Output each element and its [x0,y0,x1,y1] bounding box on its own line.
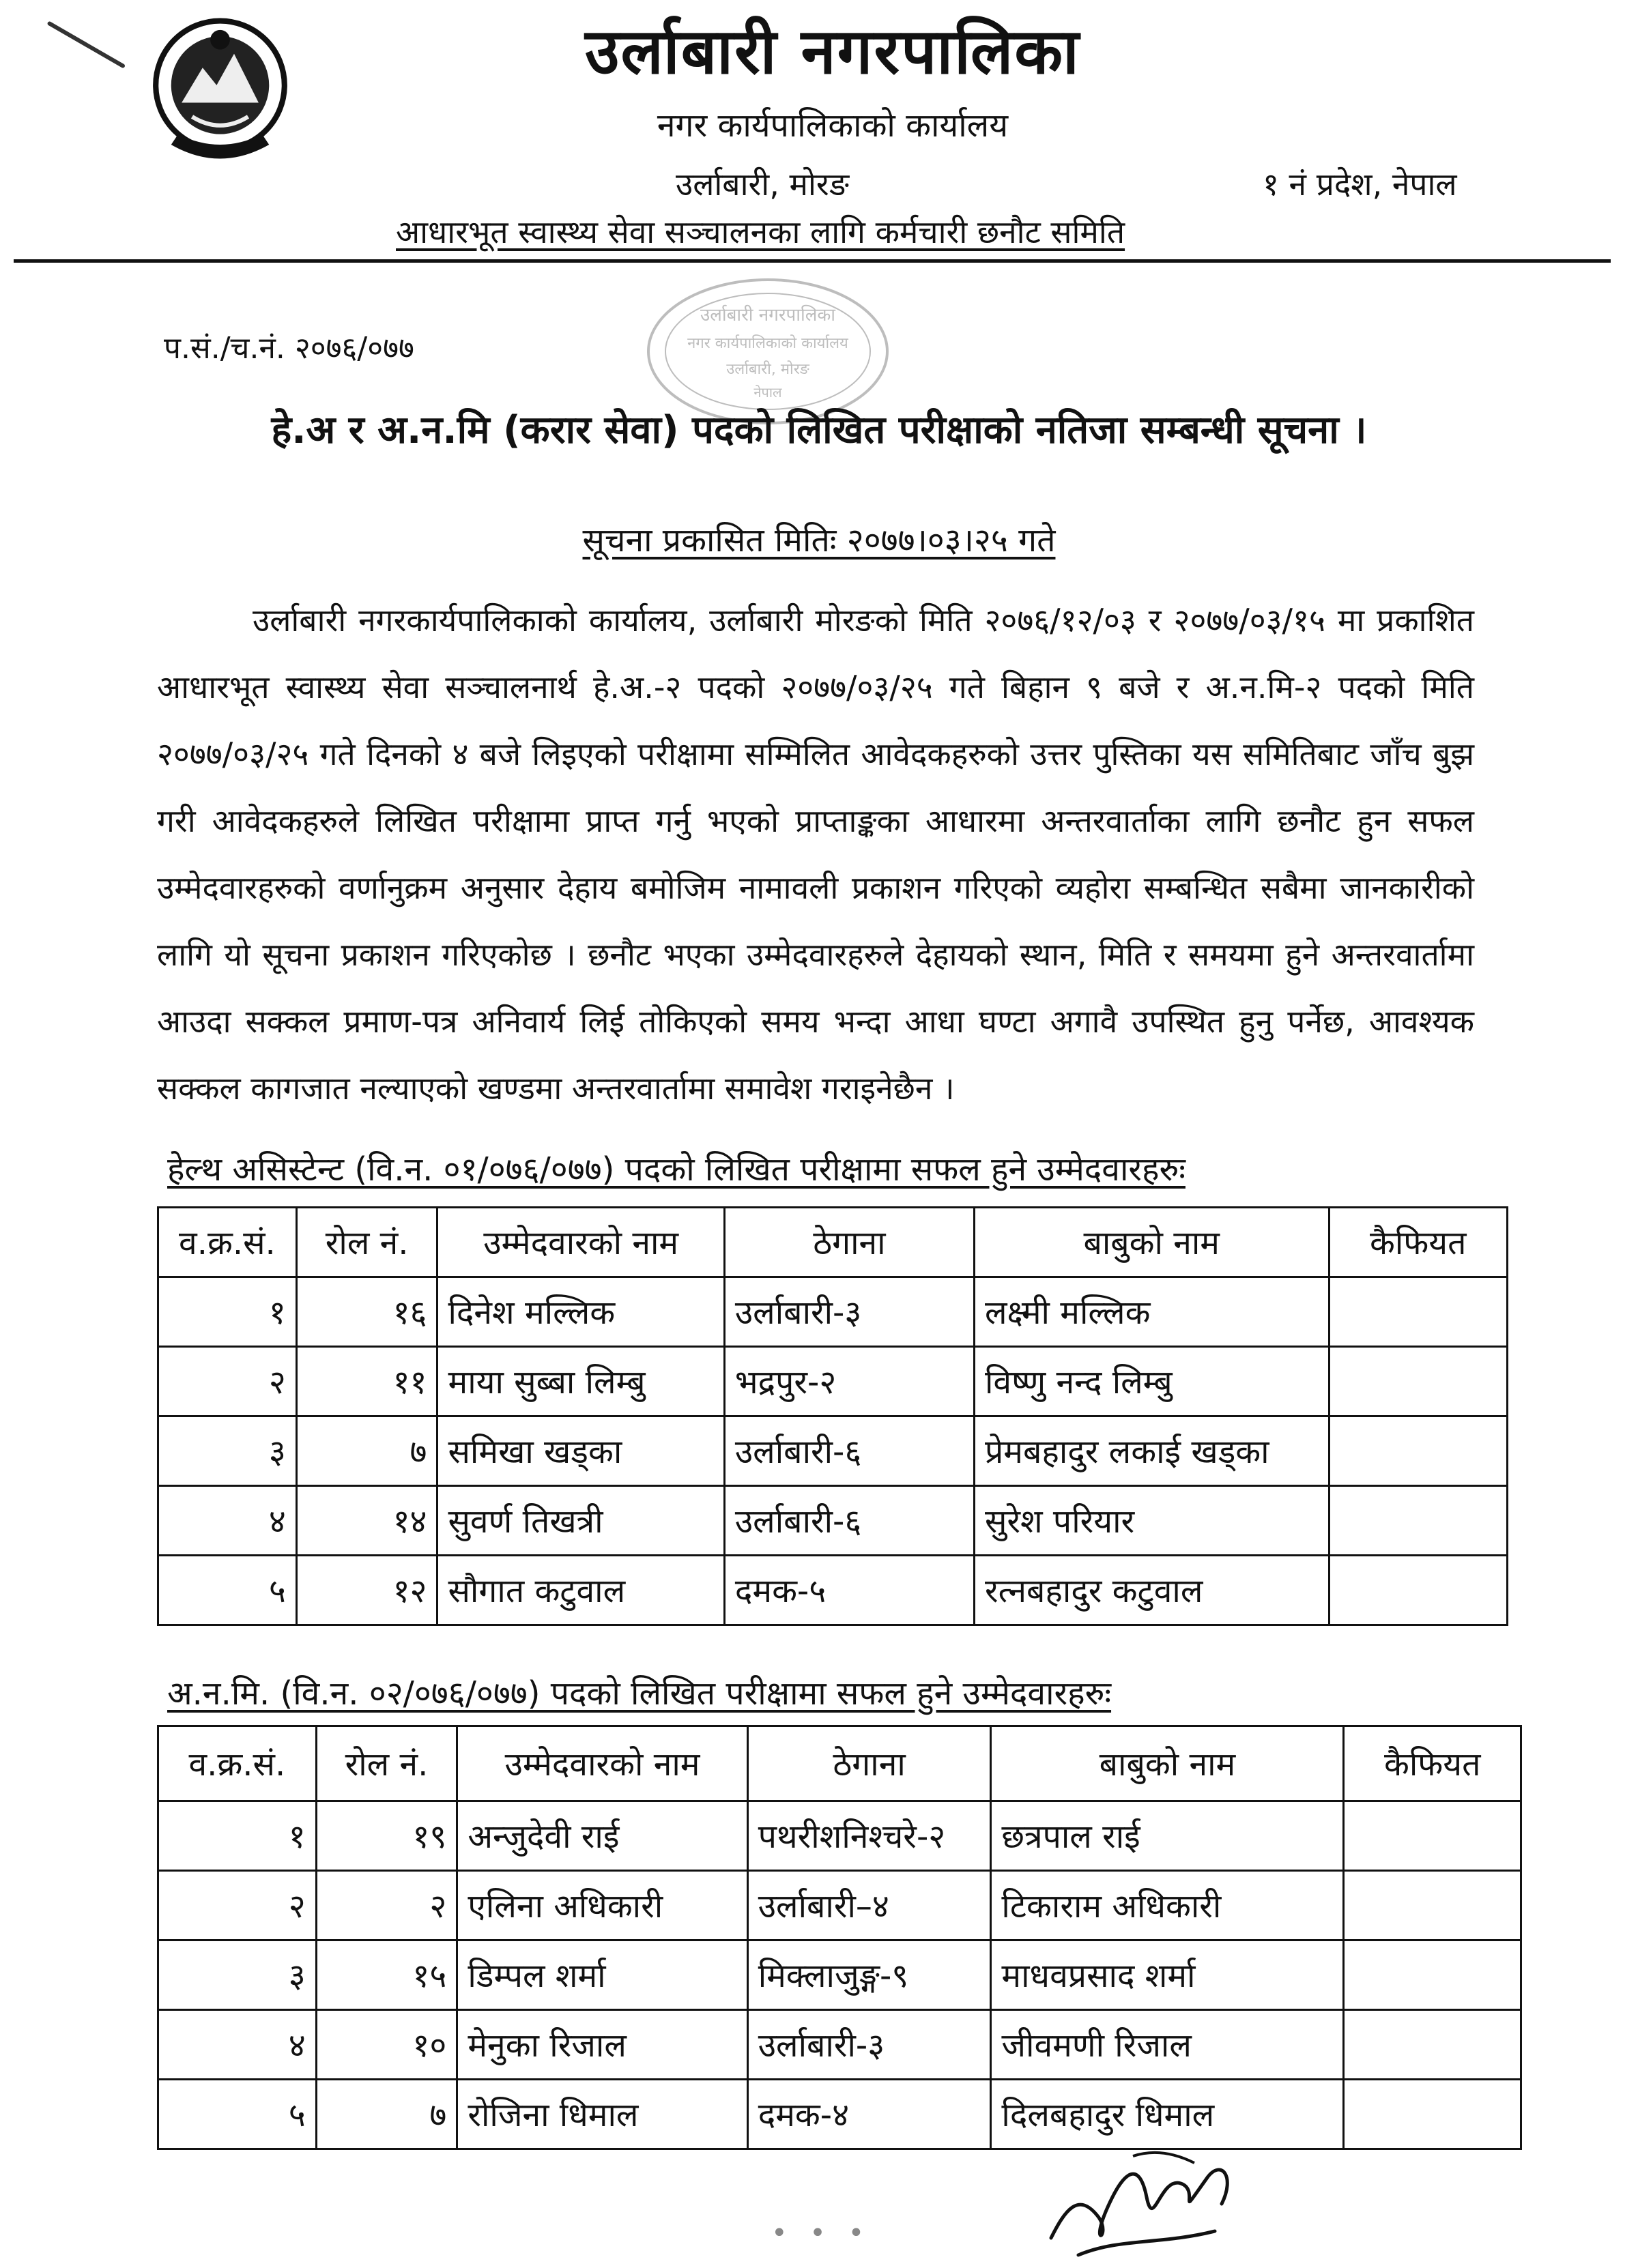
table-cell [1344,2010,1521,2080]
table-cell: दमक-५ [724,1556,974,1625]
table-row [158,1556,1508,1625]
column-header: उम्मेदवारको नाम [457,1726,747,1801]
table-cell: अन्जुदेवी राई [457,1801,747,1871]
table-cell: माया सुब्बा लिम्बु [437,1347,724,1416]
table-cell: दिनेश मल्लिक [437,1277,724,1347]
table-cell: ३ [158,1940,317,2010]
stamp-line-4: नेपाल [753,384,782,401]
table-cell: १० [316,2010,457,2080]
column-header: ठेगाना [747,1726,991,1801]
table-row [158,1486,1508,1556]
scan-pen-mark [47,20,126,68]
table-cell: २ [158,1871,317,1940]
table-cell: ५ [158,1556,297,1625]
table-row [158,1871,1521,1940]
table-cell: मिक्लाजुङ्ग-९ [747,1940,991,2010]
table-cell [1344,2080,1521,2149]
table-cell: उर्लाबारी-३ [724,1277,974,1347]
table-cell: दिलबहादुर धिमाल [991,2080,1344,2149]
column-header: कैफियत [1329,1208,1507,1277]
table-cell: भद्रपुर-२ [724,1347,974,1416]
table-cell: छत्रपाल राई [991,1801,1344,1871]
publication-date: सूचना प्रकासित मितिः २०७७।०३।२५ गते [582,521,1056,559]
table-cell [1329,1277,1507,1347]
reference-number: प.सं./च.नं. २०७६/०७७ [164,331,414,366]
table-cell: २ [158,1347,297,1416]
table-cell: ३ [158,1416,297,1486]
table-cell: ७ [316,2080,457,2149]
table-row [158,2010,1521,2080]
column-header: बाबुको नाम [991,1726,1344,1801]
table-cell: ७ [296,1416,437,1486]
column-header: बाबुको नाम [974,1208,1329,1277]
table-cell: लक्ष्मी मल्लिक [974,1277,1329,1347]
table-cell: १६ [296,1277,437,1347]
table-cell: उर्लाबारी-३ [747,2010,991,2080]
column-header: ठेगाना [724,1208,974,1277]
office-name: नगर कार्यपालिकाको कार्यालय [657,106,1009,145]
table-cell: १४ [296,1486,437,1556]
office-location: उर्लाबारी, मोरङ [676,166,850,203]
table-cell: १ [158,1801,317,1871]
table-cell [1329,1486,1507,1556]
column-header: व.क्र.सं. [158,1726,317,1801]
committee-name: आधारभूत स्वास्थ्य सेवा सञ्चालनका लागि कर्मचारी छनौट समिति [396,214,1125,250]
stamp-line-3: उर्लाबारी, मोरङ [726,361,809,378]
table-cell: जीवमणी रिजाल [991,2010,1344,2080]
table-cell: टिकाराम अधिकारी [991,1871,1344,1940]
table-row [158,1347,1508,1416]
table-cell: १५ [316,1940,457,2010]
signature [1037,2136,1249,2265]
table-cell: सौगात कटुवाल [437,1556,724,1625]
table-cell: उर्लाबारी–४ [747,1871,991,1940]
table-cell [1344,1801,1521,1871]
table-cell: दमक-४ [747,2080,991,2149]
table-cell: ११ [296,1347,437,1416]
table-row [158,1416,1508,1486]
column-header: रोल नं. [316,1726,457,1801]
table-cell [1344,1871,1521,1940]
column-header: रोल नं. [296,1208,437,1277]
municipality-title: उर्लाबारी नगरपालिका [585,14,1080,88]
table-cell: एलिना अधिकारी [457,1871,747,1940]
table-row [158,1277,1508,1347]
column-header: उम्मेदवारको नाम [437,1208,724,1277]
notice-title: हे.अ र अ.न.मि (करार सेवा) पदको लिखित परीक्षाको नतिजा सम्बन्धी सूचना । [271,408,1367,452]
table-cell: १२ [296,1556,437,1625]
header-divider [14,259,1611,263]
page-dots: • • • [771,2218,872,2249]
section-heading-anm: अ.न.मि. (वि.न. ०२/०७६/०७७) पदको लिखित परीक्षामा सफल हुने उम्मेदवारहरुः [167,1674,1112,1713]
table-header-row [158,1726,1521,1801]
health-assistant-table [157,1206,1508,1626]
table-cell: डिम्पल शर्मा [457,1940,747,2010]
column-header: कैफियत [1344,1726,1521,1801]
table-cell [1329,1416,1507,1486]
table-cell: उर्लाबारी-६ [724,1486,974,1556]
table-cell: प्रेमबहादुर लकाई खड्का [974,1416,1329,1486]
anm-table [157,1725,1522,2150]
stamp-line-1: उर्लाबारी नगरपालिका [700,305,836,325]
stamp-line-2: नगर कार्यपालिकाको कार्यालय [687,335,848,352]
table-cell [1344,1940,1521,2010]
table-cell [1329,1347,1507,1416]
table-cell: विष्णु नन्द लिम्बु [974,1347,1329,1416]
table-cell: मेनुका रिजाल [457,2010,747,2080]
health-assistant-table-body [158,1208,1508,1625]
table-cell: ४ [158,1486,297,1556]
table-cell: पथरीशनिश्चरे-२ [747,1801,991,1871]
nepal-emblem-icon [150,10,290,167]
table-cell: ४ [158,2010,317,2080]
table-cell: रोजिना धिमाल [457,2080,747,2149]
table-cell [1329,1556,1507,1625]
table-header-row [158,1208,1508,1277]
table-cell: सुवर्ण तिखत्री [437,1486,724,1556]
table-row [158,2080,1521,2149]
table-cell: समिखा खड्का [437,1416,724,1486]
table-cell: उर्लाबारी-६ [724,1416,974,1486]
province-label: १ नं प्रदेश, नेपाल [1263,166,1457,203]
table-row [158,1801,1521,1871]
table-cell: ५ [158,2080,317,2149]
table-row [158,1940,1521,2010]
table-cell: माधवप्रसाद शर्मा [991,1940,1344,2010]
table-cell: १९ [316,1801,457,1871]
anm-table-body [158,1726,1521,2149]
table-cell: रत्नबहादुर कटुवाल [974,1556,1329,1625]
notice-body: उर्लाबारी नगरकार्यपालिकाको कार्यालय, उर्लाबारी मोरङको मिति २०७६/१२/०३ र २०७७/०३/१५ मा प्रकाशित आधारभूत स्वास्थ्य सेवा सञ्चालनार्थ हे.अ.-२ पदको २०७७/०३/२५ गते बिहान ९ बजे र अ.न.मि-२ पदको मिति २०७७/०३/२५ गते दिनको ४ बजे लिइएको परीक्षामा सम्मिलित आवेदकहरुको उत्तर पुस्तिका यस समितिबाट जाँच बुझ गरी आवेदकहरुले लिखित परीक्षामा प्राप्त गर्नु भएको प्राप्ताङ्कका आधारमा अन्तरवार्ताका लागि छनौट हुन सफल उम्मेदवारहरुको वर्णानुक्रम अनुसार देहाय बमोजिम नामावली प्रकाशन गरिएको व्यहोरा सम्बन्धित सबैमा जानकारीको लागि यो सूचना प्रकाशन गरिएकोछ । छनौट भएका उम्मेदवारहरुले देहायको स्थान, मिति र समयमा हुने अन्तरवार्तामा आउदा सक्कल प्रमाण-पत्र अनिवार्य लिई तोकिएको समय भन्दा आधा घण्टा अगावै उपस्थित हुनु पर्नेछ, आवश्यक सक्कल कागजात नल्याएको खण्डमा अन्तरवार्तामा समावेश गराइनेछैन । [157,602,1474,1107]
table-cell: २ [316,1871,457,1940]
table-cell: १ [158,1277,297,1347]
table-cell: सुरेश परियार [974,1486,1329,1556]
column-header: व.क्र.सं. [158,1208,297,1277]
section-heading-health-assistant: हेल्थ असिस्टेन्ट (वि.न. ०१/०७६/०७७) पदको लिखित परीक्षामा सफल हुने उम्मेदवारहरुः [167,1150,1186,1189]
